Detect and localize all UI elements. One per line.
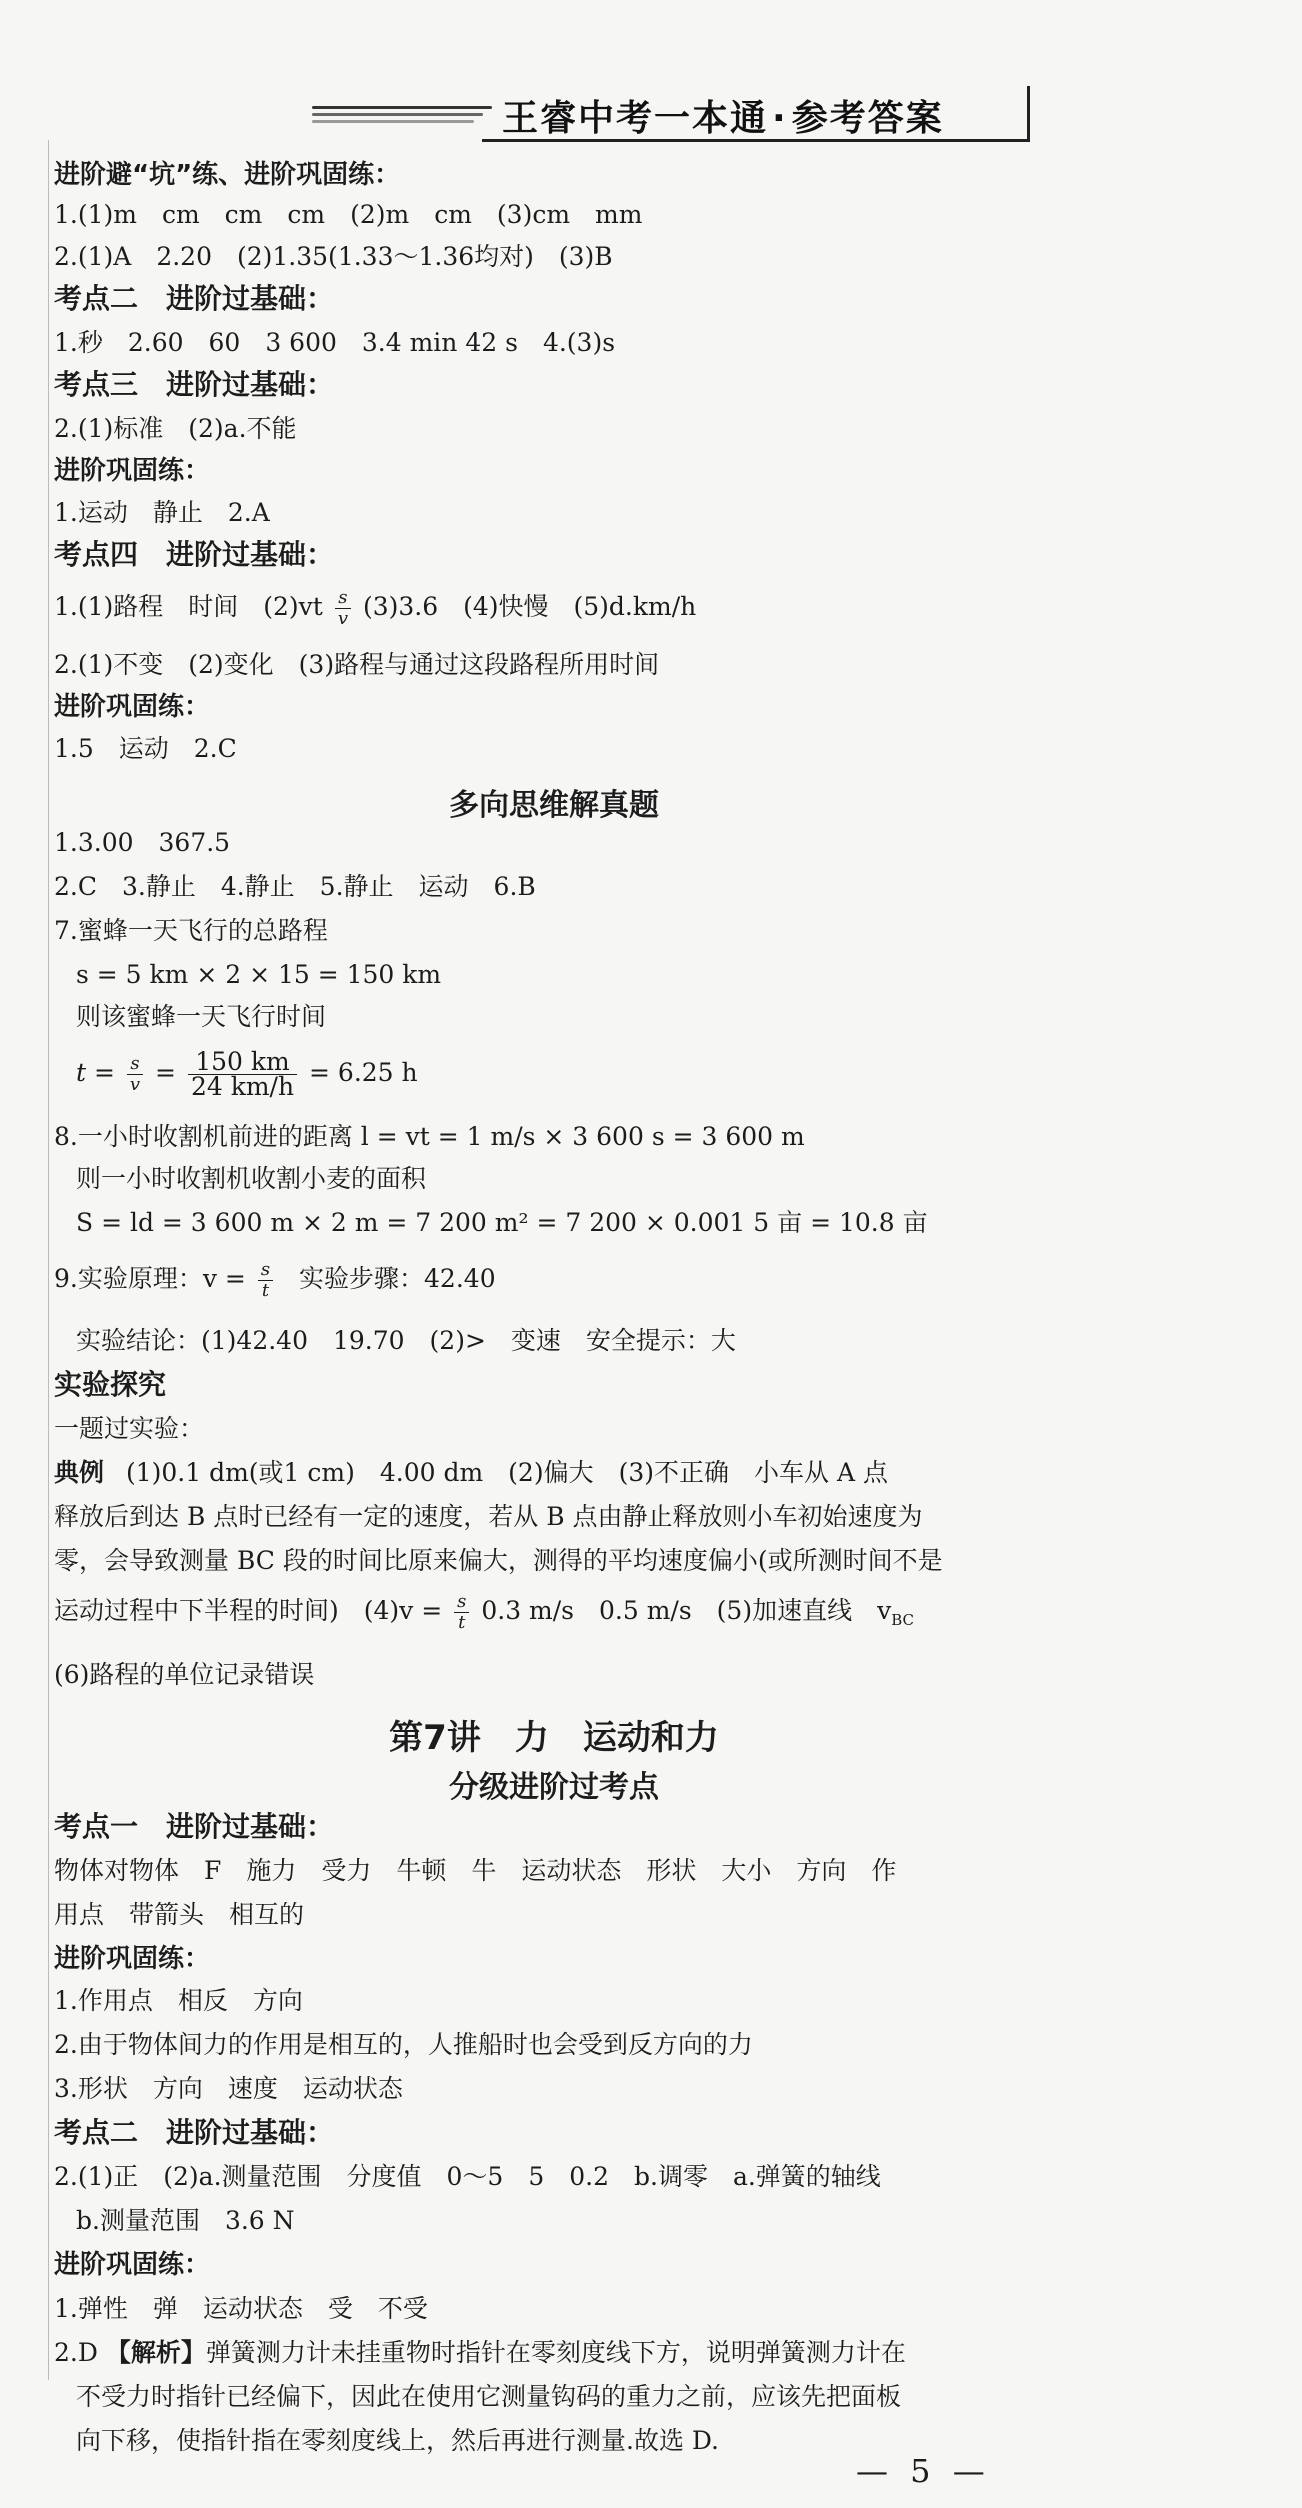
answer-line: 1.作用点 相反 方向	[54, 1986, 303, 2015]
subsection-heading: 进阶巩固练：	[54, 692, 211, 722]
answer-line: 1.秒 2.60 60 3 600 3.4 min 42 s 4.(3)s	[54, 328, 616, 357]
answer-line	[54, 2338, 906, 2368]
answer-line: 1.(1)m cm cm cm (2)m cm (3)cm mm	[54, 200, 643, 229]
answer-line: s = 5 km × 2 × 15 = 150 km	[76, 960, 442, 989]
subsection-heading: 实验探究	[54, 1368, 167, 1401]
answer-text: 9.实验原理：v =	[54, 1264, 246, 1293]
fraction-denominator: t	[261, 1280, 270, 1301]
subsection-heading: 考点二 进阶过基础：	[54, 282, 335, 315]
answer-text: 0.3 m/s 0.5 m/s (5)加速直线 v	[481, 1596, 892, 1625]
subsection-heading: 考点四 进阶过基础：	[54, 538, 335, 571]
answer-line: 2.由于物体间力的作用是相互的，人推船时也会受到反方向的力	[54, 2030, 753, 2059]
section-title: 参考答案	[791, 98, 944, 139]
answer-line	[54, 1458, 888, 1488]
fraction-denominator: v	[337, 608, 348, 629]
answer-line	[54, 1592, 914, 1635]
page-number: — 5 —	[856, 2452, 991, 2490]
fraction	[127, 1054, 143, 1095]
answer-line: 3.形状 方向 速度 运动状态	[54, 2074, 403, 2103]
answer-text: =	[155, 1058, 176, 1087]
answer-line: 实验结论：(1)42.40 19.70 (2)> 变速 安全提示：大	[76, 1326, 736, 1355]
fraction	[258, 1260, 273, 1301]
answer-line: 7.蜜蜂一天飞行的总路程	[54, 916, 328, 945]
subsection-heading: 考点一 进阶过基础：	[54, 1810, 335, 1843]
section-title-duoxiang: 多向思维解真题	[449, 788, 659, 823]
fraction-numerator: s	[258, 1260, 273, 1281]
subsection-heading: 考点二 进阶过基础：	[54, 2116, 335, 2149]
answer-text: (3)3.6 (4)快慢 (5)d.km/h	[362, 592, 697, 621]
answer-line: 2.(1)不变 (2)变化 (3)路程与通过这段路程所用时间	[54, 650, 660, 679]
subsection-heading: 进阶巩固练：	[54, 2250, 211, 2280]
subscript: BC	[891, 1611, 914, 1629]
answer-line: 1.3.00 367.5	[54, 828, 231, 857]
answer-line: 8.一小时收割机前进的距离 l = vt = 1 m/s × 3 600 s = 3 600 m	[54, 1122, 805, 1151]
answer-line: 向下移，使指针指在零刻度线上，然后再进行测量.故选 D.	[76, 2426, 719, 2455]
example-label: 典例	[54, 1458, 105, 1487]
answer-line: 2.(1)A 2.20 (2)1.35(1.33～1.36均对) (3)B	[54, 242, 613, 271]
header-title	[502, 90, 944, 141]
header-decoration	[312, 106, 492, 130]
answer-line: 一题过实验：	[54, 1414, 205, 1443]
answer-line: 2.(1)正 (2)a.测量范围 分度值 0～5 5 0.2 b.调零 a.弹簧的轴线	[54, 2162, 881, 2191]
answer-line: 2.(1)标准 (2)a.不能	[54, 414, 297, 443]
answer-line: 则该蜜蜂一天飞行时间	[76, 1002, 327, 1031]
answer-line: 1.运动 静止 2.A	[54, 498, 270, 527]
fraction-denominator: t	[458, 1612, 466, 1633]
answer-line: 释放后到达 B 点时已经有一定的速度，若从 B 点由静止释放则小车初始速度为	[54, 1502, 923, 1531]
answer-text: = 6.25 h	[309, 1058, 418, 1087]
answer-line: 1.弹性 弹 运动状态 受 不受	[54, 2294, 428, 2323]
answer-text: t =	[76, 1058, 115, 1087]
answer-line: 2.C 3.静止 4.静止 5.静止 运动 6.B	[54, 872, 536, 901]
fraction	[188, 1047, 297, 1101]
subsection-heading: 进阶巩固练：	[54, 1944, 211, 1974]
answer-line: (6)路程的单位记录错误	[54, 1660, 315, 1689]
subsection-heading: 进阶巩固练：	[54, 456, 211, 486]
answer-line: 则一小时收割机收割小麦的面积	[76, 1164, 427, 1193]
book-title: 王睿中考一本通	[502, 98, 769, 139]
fraction-numerator: s	[335, 588, 351, 609]
answer-line: 不受力时指针已经偏下，因此在使用它测量钩码的重力之前，应该先把面板	[76, 2382, 902, 2411]
answer-text: 运动过程中下半程的时间) (4)v =	[54, 1596, 443, 1625]
fraction-numerator: 150 km	[188, 1050, 297, 1075]
answer-line: b.测量范围 3.6 N	[76, 2206, 295, 2235]
margin-rule	[48, 140, 49, 2380]
answer-line: 零，会导致测量 BC 段的时间比原来偏大，测得的平均速度偏小(或所测时间不是	[54, 1546, 943, 1575]
answer-line	[76, 1047, 418, 1101]
answer-text: 弹簧测力计未挂重物时指针在零刻度线下方，说明弹簧测力计在	[205, 2338, 906, 2367]
fraction-numerator: s	[127, 1054, 143, 1075]
answer-text: (1)0.1 dm(或1 cm) 4.00 dm (2)偏大 (3)不正确 小车从 A 点	[125, 1458, 888, 1487]
answer-text: 1.(1)路程 时间 (2)vt	[54, 592, 323, 621]
answer-line: 用点 带箭头 相互的	[54, 1900, 305, 1929]
answer-line	[54, 588, 696, 629]
page-header	[312, 86, 1032, 146]
subsection-heading: 进阶避“坑”练、进阶巩固练：	[54, 160, 401, 190]
answer-line	[54, 1260, 496, 1301]
section-title-fenji: 分级进阶过考点	[449, 1770, 659, 1805]
fraction	[335, 588, 351, 629]
answer-line: S = ld = 3 600 m × 2 m = 7 200 m² = 7 200 × 0.001 5 亩 = 10.8 亩	[76, 1208, 928, 1237]
fraction-denominator: v	[129, 1074, 141, 1095]
lecture-title: 第7讲 力 运动和力	[389, 1718, 719, 1758]
subsection-heading: 考点三 进阶过基础：	[54, 368, 335, 401]
header-separator: ·	[772, 98, 788, 139]
fraction-numerator: s	[454, 1592, 469, 1613]
fraction	[454, 1592, 469, 1633]
answer-line: 1.5 运动 2.C	[54, 734, 237, 763]
analysis-tag: 【解析】	[105, 2338, 206, 2367]
answer-text: 实验步骤：42.40	[299, 1264, 496, 1293]
answer-text: 2.D	[54, 2338, 98, 2367]
fraction-denominator: 24 km/h	[190, 1072, 295, 1101]
answer-line: 物体对物体 F 施力 受力 牛顿 牛 运动状态 形状 大小 方向 作	[54, 1856, 897, 1885]
